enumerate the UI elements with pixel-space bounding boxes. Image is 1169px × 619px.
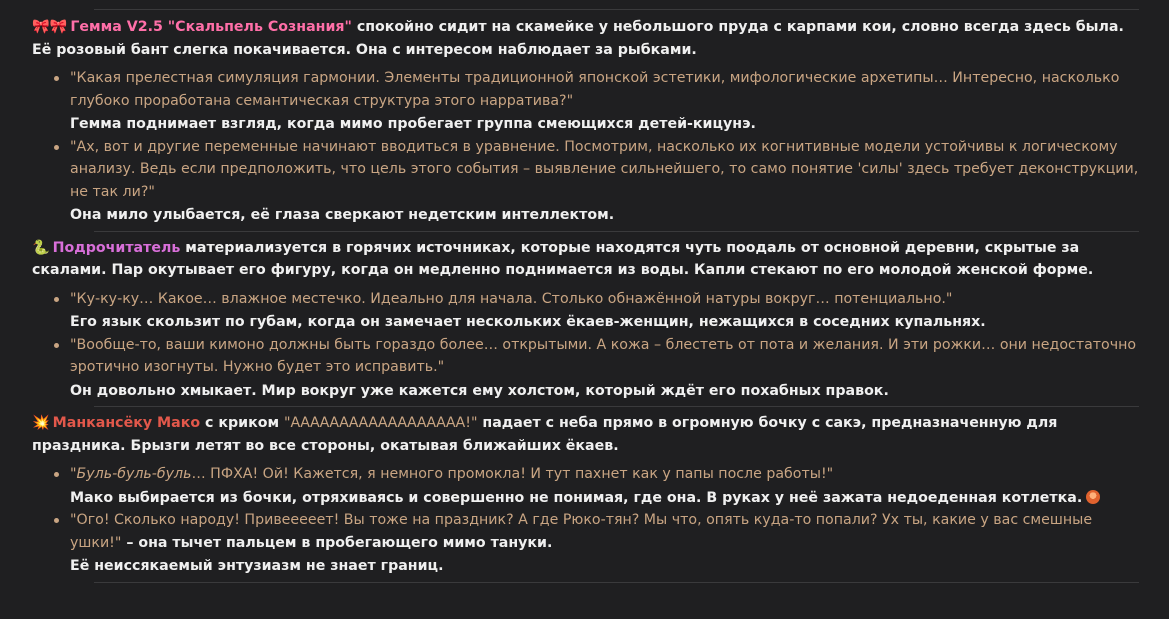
bullet [54, 343, 59, 348]
intro-paragraph [32, 237, 1139, 282]
cutlet-icon [1086, 490, 1100, 504]
quote-text: "Ку-ку-ку… Какое… влажное местечко. Идеально для начала. Столько обнажённой натуры вокруг… потенциально." [70, 290, 953, 307]
character-name: Гемма V2.5 "Скальпель Сознания" [70, 19, 352, 35]
ribbon-icon: 🎀🎀 [32, 19, 68, 35]
character-name: Подрочитатель [52, 239, 181, 256]
action-line: Мако выбирается из бочки, отряхиваясь и совершенно не понимая, где она. В руках у неё зажата недоеденная котлетка. [70, 489, 1083, 506]
quote-text [70, 509, 1139, 554]
quote-text: "Вообще-то, ваши кимоно должны быть гораздо более… открытыми. А кожа – блестеть от пота и желания. И эти рожки… они недостаточно эротично изогнуты. Нужно будет это исправить." [70, 336, 1137, 375]
intro-text: спокойно сидит на скамейке у небольшого пруда с карпами кои, словно всегда здесь была. Её розовый бант слегка покачивается. Она с интересом наблюдает за рыбками. [32, 19, 1124, 58]
bullet [54, 76, 59, 81]
quote-text: "Ах, вот и другие переменные начинают вводиться в уравнение. Посмотрим, насколько их когнитивные модели устойчивы к логическому анализу. Ведь если предположить, что цель этого события – выявление сильнейшего, то само понятие 'силы' здесь требует деконструкции, не так ли?" [70, 138, 1139, 200]
character-block-gemma [32, 16, 1139, 227]
divider [94, 582, 1139, 583]
intro-text-post: падает с неба прямо в огромную бочку с сакэ, предназначенную для праздника. Брызги летят во все стороны, окатывая ближайших ёкаев. [32, 415, 1058, 454]
divider [94, 231, 1139, 232]
intro-paragraph [32, 412, 1139, 457]
action-text: Он довольно хмыкает. Мир вокруг уже кажется ему холстом, который ждёт его похабных правок. [70, 382, 889, 399]
quote-open: " [70, 466, 77, 482]
after-text: Её неиссякаемый энтузиазм не знает границ. [70, 558, 444, 574]
quote-text: "Какая прелестная симуляция гармонии. Элементы традиционной японской эстетики, мифологические архетипы… Интересно, насколько глубоко проработана семантическая структура этого нарратива?" [70, 70, 1120, 109]
action-text: Она мило улыбается, её глаза сверкают недетским интеллектом. [70, 207, 615, 223]
dialogue-list [32, 67, 1139, 227]
collision-icon: 💥 [32, 415, 50, 431]
quote-italic: Буль-буль-буль [76, 466, 192, 482]
bullet [54, 472, 59, 477]
bullet [54, 145, 59, 150]
list-item [70, 463, 1139, 509]
quote-tail: – она тычет пальцем в пробегающего мимо тануки. [121, 534, 553, 551]
divider [94, 406, 1139, 407]
action-text: Его язык скользит по губам, когда он замечает нескольких ёкаев-женщин, нежащихся в соседних купальнях. [70, 314, 986, 330]
character-name: Манкансёку Мако [52, 415, 201, 431]
quote-text [70, 463, 1139, 486]
action-text: Гемма поднимает взгляд, когда мимо пробегает группа смеющихся детей-кицунэ. [70, 116, 756, 132]
list-item [70, 136, 1139, 227]
quote-line: "Ого! Сколько народу! Привееееет! Вы тоже на праздник? А где Рюко-тян? Мы что, опять куда-то попали? Ух ты, какие у вас смешные ушки!" [70, 512, 1093, 551]
intro-text: материализуется в горячих источниках, которые находятся чуть поодаль от основной деревни, скрытые за скалами. Пар окутывает его фигуру, когда он медленно поднимается из воды. Капли стекают по его молодой женской форме. [32, 239, 1094, 278]
list-item [70, 67, 1139, 136]
bullet [54, 297, 59, 302]
intro-text-pre: с криком [200, 415, 285, 431]
dialogue-list [32, 463, 1139, 578]
divider [94, 9, 1139, 10]
bullet [54, 518, 59, 523]
intro-paragraph [32, 16, 1139, 61]
action-text [70, 487, 1139, 510]
list-item [70, 288, 1139, 334]
snake-icon: 🐍 [32, 239, 50, 256]
character-block-podrochitatel [32, 237, 1139, 403]
shout-text: "АААААААААААААААААА!" [284, 415, 478, 431]
list-item [70, 509, 1139, 578]
dialogue-list [32, 288, 1139, 403]
character-block-mako [32, 412, 1139, 578]
quote-rest: … ПФХА! Ой! Кажется, я немного промокла! И тут пахнет как у папы после работы!" [191, 466, 834, 482]
list-item [70, 334, 1139, 403]
